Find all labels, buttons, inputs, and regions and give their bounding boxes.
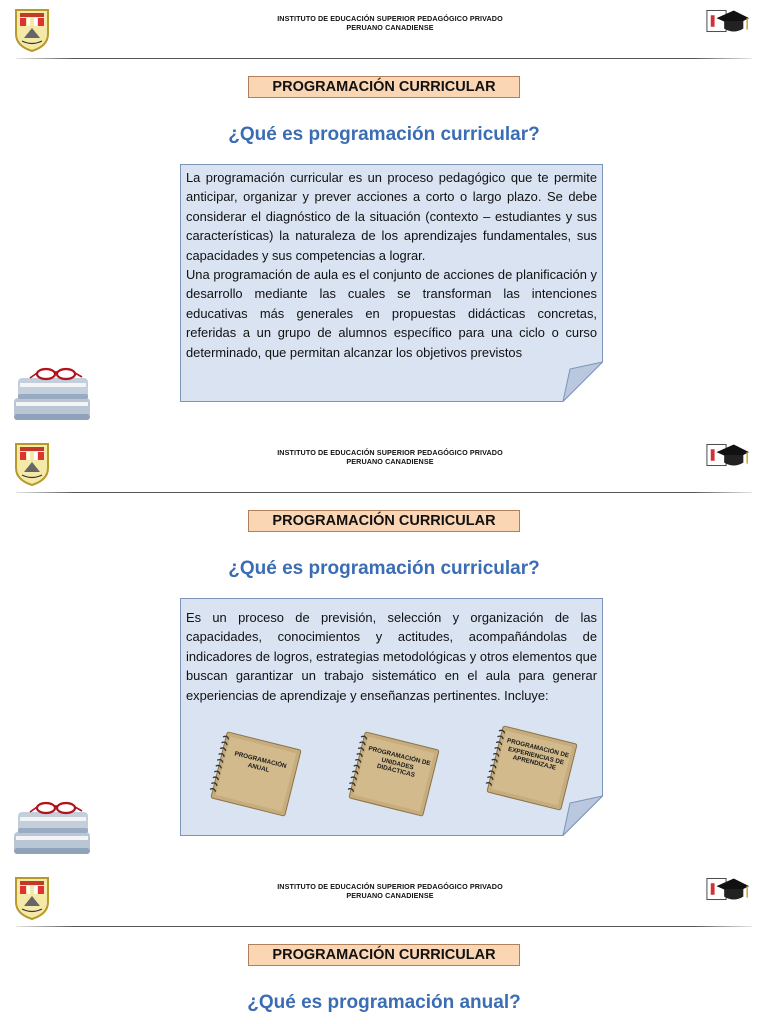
note-text xyxy=(186,608,597,705)
institute-name xyxy=(200,882,580,900)
graduation-cap-icon xyxy=(705,438,751,472)
section-banner: PROGRAMACIÓN CURRICULAR xyxy=(248,510,520,532)
notebook-label: PROGRAMACIÓN ANUAL xyxy=(233,750,288,774)
slide-2 xyxy=(0,434,768,868)
paragraph-1: La programación curricular es un proceso pedagógico que te permite anticipar, organizar y prever acciones a corto o largo plazo. Se debe considerar el diagnóstico de la situación (contexto – estudiantes y sus características) la naturaleza de los aprendizajes fundamentales, sus capacidades y sus competencias a lograr. xyxy=(186,170,597,263)
institute-line-1: INSTITUTO DE EDUCACIÓN SUPERIOR PEDAGÓGICO PRIVADO xyxy=(277,14,503,23)
paragraph-2: Una programación de aula es el conjunto de acciones de planificación y desarrollo mediante las cuales se transforman las intenciones educativas más generales en propuestas didácticas concretas, referidas a un grupo de alumnos específico para una ciclo o curso determinado, que permitan alcanzar los objetivos previstos xyxy=(186,267,597,360)
slide-question: ¿Qué es programación curricular? xyxy=(228,124,540,145)
notebook-label: PROGRAMACIÓN DE UNIDADES DIDÁCTICAS xyxy=(367,745,432,779)
books-with-glasses-icon xyxy=(10,362,94,424)
institute-name xyxy=(200,448,580,466)
graduation-cap-icon xyxy=(705,872,751,906)
institute-line-2: PERUANO CANADIENSE xyxy=(346,23,434,32)
institute-line-2: PERUANO CANADIENSE xyxy=(346,891,434,900)
header-divider xyxy=(16,492,752,493)
graduation-cap-icon xyxy=(705,4,751,38)
definition-note xyxy=(180,598,603,836)
books-with-glasses-icon xyxy=(10,796,94,858)
institute-line-1: INSTITUTO DE EDUCACIÓN SUPERIOR PEDAGÓGICO PRIVADO xyxy=(277,448,503,457)
institute-crest-icon xyxy=(14,8,50,52)
paragraph-1: Es un proceso de previsión, selección y organización de las capacidades, conocimientos y actitudes, acompañándolas de indicadores de logros, estrategias metodológicas y otros elementos que buscan garantizar un trabajo sistemático en el aula para generar experiencias de aprendizaje y enseñanzas pertinentes. Incluye: xyxy=(186,610,597,703)
institute-line-2: PERUANO CANADIENSE xyxy=(346,457,434,466)
institute-crest-icon xyxy=(14,442,50,486)
slide-1 xyxy=(0,0,768,434)
definition-note xyxy=(180,164,603,402)
slide-question: ¿Qué es programación anual? xyxy=(247,992,521,1013)
header-divider xyxy=(16,926,752,927)
slide-question: ¿Qué es programación curricular? xyxy=(228,558,540,579)
slide-3 xyxy=(0,868,768,1024)
notebook-label: PROGRAMACIÓN DE EXPERIENCIAS DE APRENDIZAJE xyxy=(506,737,570,772)
note-text xyxy=(186,168,597,362)
section-banner: PROGRAMACIÓN CURRICULAR xyxy=(248,944,520,966)
institute-name xyxy=(200,14,580,32)
institute-crest-icon xyxy=(14,876,50,920)
header-divider xyxy=(16,58,752,59)
section-banner: PROGRAMACIÓN CURRICULAR xyxy=(248,76,520,98)
institute-line-1: INSTITUTO DE EDUCACIÓN SUPERIOR PEDAGÓGICO PRIVADO xyxy=(277,882,503,891)
